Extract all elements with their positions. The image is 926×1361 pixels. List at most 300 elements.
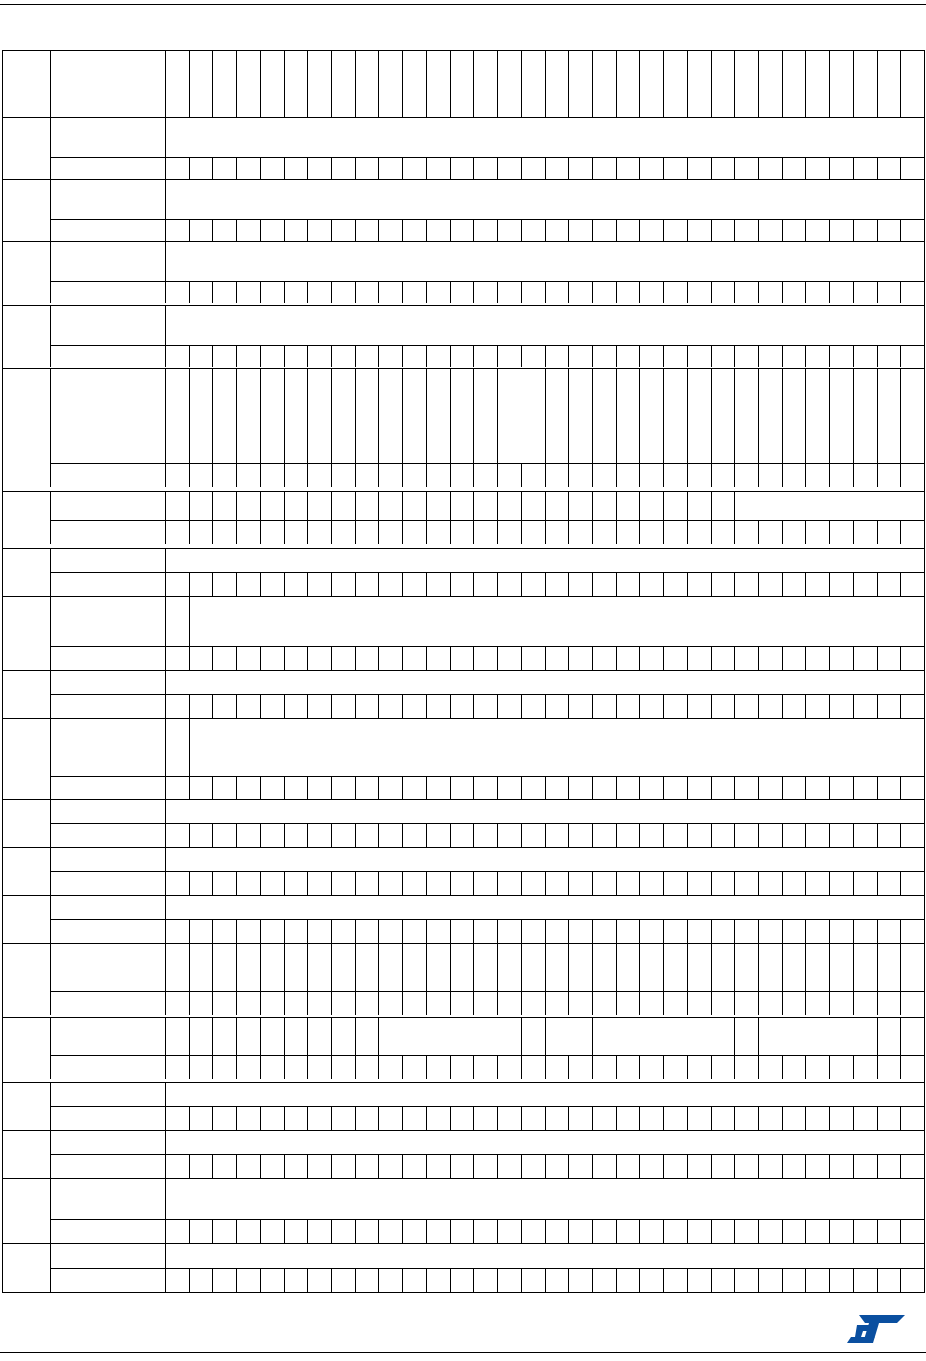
register-field-cell: [545, 1017, 592, 1055]
reset-bit-cell: [545, 1055, 569, 1079]
reset-bit-cell: [450, 1154, 474, 1178]
reset-bit-cell: [260, 219, 284, 241]
reset-bit-cell: [616, 345, 640, 367]
reset-bit-cell: [307, 1154, 331, 1178]
register-field-cell: [189, 596, 924, 646]
reset-bit-cell: [378, 157, 402, 179]
header-offset-cell: [2, 50, 50, 117]
reset-bit-cell: [877, 1106, 901, 1130]
reset-bit-cell: [687, 1055, 711, 1079]
header-bit-cell: [331, 50, 355, 117]
reset-value-label-cell: [50, 1219, 165, 1243]
reset-bit-cell: [212, 1106, 236, 1130]
reset-bit-cell: [236, 1154, 260, 1178]
reset-bit-cell: [687, 776, 711, 800]
reset-bit-cell: [616, 1268, 640, 1292]
reset-bit-cell: [402, 219, 426, 241]
reset-bit-cell: [687, 219, 711, 241]
reset-bit-cell: [568, 520, 592, 544]
reset-bit-cell: [497, 871, 521, 895]
reset-bit-cell: [236, 871, 260, 895]
reset-bit-cell: [711, 520, 735, 544]
reset-bit-cell: [663, 1154, 687, 1178]
reset-bit-cell: [734, 157, 758, 179]
reset-bit-cell: [734, 281, 758, 303]
reset-bit-cell: [734, 991, 758, 1015]
reset-bit-cell: [900, 776, 924, 800]
reset-value-label-cell: [50, 1268, 165, 1292]
reset-bit-cell: [853, 345, 877, 367]
reset-bit-cell: [687, 694, 711, 718]
reset-bit-cell: [307, 219, 331, 241]
register-field-cell: [639, 368, 663, 463]
register-field-cell: [212, 943, 236, 991]
header-bit-cell: [829, 50, 853, 117]
reset-bit-cell: [663, 776, 687, 800]
reset-bit-cell: [545, 694, 569, 718]
reset-bit-cell: [402, 1154, 426, 1178]
register-field-cell: [284, 943, 308, 991]
register-name-cell: [50, 1243, 165, 1268]
reset-bit-cell: [900, 1106, 924, 1130]
register-field-cell: [521, 1017, 545, 1055]
reset-bit-cell: [355, 345, 379, 367]
reset-bit-cell: [877, 871, 901, 895]
reset-bit-cell: [568, 991, 592, 1015]
reset-bit-cell: [260, 694, 284, 718]
reset-bit-cell: [236, 919, 260, 943]
reset-bit-cell: [805, 991, 829, 1015]
register-name-cell: [50, 1017, 165, 1055]
register-offset-cell: [2, 670, 50, 718]
register-name-cell: [50, 305, 165, 345]
reset-bit-cell: [212, 345, 236, 367]
reset-bit-cell: [165, 1055, 189, 1079]
reset-bit-cell: [900, 991, 924, 1015]
register-field-cell: [497, 368, 544, 463]
reset-bit-cell: [711, 694, 735, 718]
register-field-cell: [307, 368, 331, 463]
reset-bit-cell: [450, 646, 474, 670]
reset-bit-cell: [734, 1268, 758, 1292]
reset-bit-cell: [616, 776, 640, 800]
register-field-cell: [260, 1017, 284, 1055]
reset-bit-cell: [616, 694, 640, 718]
reset-bit-cell: [331, 871, 355, 895]
reset-bit-cell: [853, 776, 877, 800]
reset-bit-cell: [663, 646, 687, 670]
reset-bit-cell: [355, 871, 379, 895]
reset-bit-cell: [473, 1268, 497, 1292]
reset-bit-cell: [592, 1219, 616, 1243]
reset-bit-cell: [426, 281, 450, 303]
register-field-cell: [592, 368, 616, 463]
reset-bit-cell: [782, 219, 806, 241]
reset-bit-cell: [473, 991, 497, 1015]
register-field-cell: [545, 368, 569, 463]
reset-bit-cell: [355, 991, 379, 1015]
register-field-cell: [853, 368, 877, 463]
reset-bit-cell: [212, 219, 236, 241]
reset-bit-cell: [236, 991, 260, 1015]
reset-bit-cell: [568, 1055, 592, 1079]
reset-bit-cell: [758, 1219, 782, 1243]
reset-bit-cell: [189, 281, 213, 303]
reset-bit-cell: [877, 157, 901, 179]
reset-bit-cell: [497, 1268, 521, 1292]
reset-bit-cell: [758, 463, 782, 487]
register-field-cell: [545, 491, 569, 520]
reset-bit-cell: [616, 871, 640, 895]
st-logo: [845, 1311, 907, 1347]
reset-bit-cell: [568, 823, 592, 847]
reset-value-label-cell: [50, 281, 165, 303]
reset-bit-cell: [521, 520, 545, 544]
register-field-cell: [877, 1017, 901, 1055]
reset-bit-cell: [592, 345, 616, 367]
reset-bit-cell: [877, 1154, 901, 1178]
reset-bit-cell: [616, 646, 640, 670]
reset-bit-cell: [236, 572, 260, 596]
register-field-cell: [521, 491, 545, 520]
register-field-cell: [189, 368, 213, 463]
register-field-cell: [189, 491, 213, 520]
reset-bit-cell: [711, 1154, 735, 1178]
reset-bit-cell: [592, 281, 616, 303]
register-field-cell: [165, 491, 189, 520]
header-bit-cell: [687, 50, 711, 117]
reset-bit-cell: [853, 1268, 877, 1292]
reset-bit-cell: [568, 646, 592, 670]
reset-bit-cell: [473, 1219, 497, 1243]
reset-bit-cell: [497, 776, 521, 800]
register-field-cell: [663, 368, 687, 463]
register-name-cell: [50, 117, 165, 157]
reset-bit-cell: [331, 1154, 355, 1178]
reset-bit-cell: [402, 520, 426, 544]
register-offset-cell: [2, 1178, 50, 1243]
reset-bit-cell: [639, 219, 663, 241]
reset-bit-cell: [450, 345, 474, 367]
reset-bit-cell: [758, 646, 782, 670]
reset-bit-cell: [165, 823, 189, 847]
reset-bit-cell: [473, 1106, 497, 1130]
reset-bit-cell: [378, 1154, 402, 1178]
reset-bit-cell: [711, 1268, 735, 1292]
reset-bit-cell: [165, 919, 189, 943]
register-field-cell: [829, 943, 853, 991]
reset-bit-cell: [545, 1154, 569, 1178]
register-field-cell: [592, 943, 616, 991]
reset-bit-cell: [521, 871, 545, 895]
reset-bit-cell: [758, 991, 782, 1015]
reset-bit-cell: [402, 823, 426, 847]
register-field-cell: [426, 943, 450, 991]
reset-bit-cell: [189, 1268, 213, 1292]
reset-bit-cell: [782, 823, 806, 847]
register-offset-cell: [2, 1017, 50, 1079]
header-bit-cell: [402, 50, 426, 117]
reset-bit-cell: [687, 157, 711, 179]
reset-bit-cell: [521, 694, 545, 718]
reset-bit-cell: [450, 991, 474, 1015]
reset-bit-cell: [355, 823, 379, 847]
reset-bit-cell: [355, 572, 379, 596]
reset-bit-cell: [331, 646, 355, 670]
reset-bit-cell: [687, 919, 711, 943]
register-offset-cell: [2, 1243, 50, 1292]
register-field-cell: [378, 943, 402, 991]
reset-bit-cell: [616, 281, 640, 303]
reset-bit-cell: [782, 646, 806, 670]
register-field-cell: [165, 1178, 924, 1219]
reset-bit-cell: [426, 991, 450, 1015]
reset-bit-cell: [877, 463, 901, 487]
register-field-cell: [284, 1017, 308, 1055]
reset-bit-cell: [877, 1055, 901, 1079]
reset-bit-cell: [758, 345, 782, 367]
register-field-cell: [687, 491, 711, 520]
reset-bit-cell: [473, 463, 497, 487]
reset-bit-cell: [260, 1106, 284, 1130]
reset-bit-cell: [545, 776, 569, 800]
register-name-cell: [50, 799, 165, 823]
register-field-cell: [711, 491, 735, 520]
reset-bit-cell: [331, 1055, 355, 1079]
reset-bit-cell: [829, 520, 853, 544]
register-name-cell: [50, 943, 165, 991]
register-field-cell: [687, 943, 711, 991]
reset-bit-cell: [521, 823, 545, 847]
reset-bit-cell: [711, 919, 735, 943]
reset-bit-cell: [734, 919, 758, 943]
reset-bit-cell: [663, 345, 687, 367]
register-field-cell: [236, 943, 260, 991]
reset-bit-cell: [639, 1154, 663, 1178]
reset-bit-cell: [307, 991, 331, 1015]
reset-bit-cell: [521, 219, 545, 241]
reset-bit-cell: [734, 1106, 758, 1130]
reset-bit-cell: [355, 281, 379, 303]
register-field-cell: [165, 117, 924, 157]
reset-bit-cell: [663, 157, 687, 179]
reset-bit-cell: [758, 1106, 782, 1130]
reset-bit-cell: [450, 823, 474, 847]
reset-bit-cell: [260, 463, 284, 487]
reset-bit-cell: [877, 572, 901, 596]
reset-bit-cell: [284, 157, 308, 179]
reset-bit-cell: [473, 776, 497, 800]
reset-bit-cell: [426, 157, 450, 179]
header-bit-cell: [734, 50, 758, 117]
reset-bit-cell: [307, 776, 331, 800]
reset-bit-cell: [236, 694, 260, 718]
reset-bit-cell: [189, 646, 213, 670]
register-offset-cell: [2, 241, 50, 303]
reset-bit-cell: [877, 1219, 901, 1243]
reset-bit-cell: [782, 157, 806, 179]
header-bit-cell: [165, 50, 189, 117]
reset-bit-cell: [829, 919, 853, 943]
reset-bit-cell: [616, 823, 640, 847]
register-field-cell: [758, 943, 782, 991]
reset-bit-cell: [355, 919, 379, 943]
reset-bit-cell: [782, 520, 806, 544]
reset-bit-cell: [663, 463, 687, 487]
register-field-cell: [734, 943, 758, 991]
reset-bit-cell: [711, 1106, 735, 1130]
register-field-cell: [639, 491, 663, 520]
reset-bit-cell: [402, 463, 426, 487]
reset-bit-cell: [639, 345, 663, 367]
reset-bit-cell: [236, 520, 260, 544]
reset-bit-cell: [450, 572, 474, 596]
reset-bit-cell: [900, 694, 924, 718]
reset-bit-cell: [829, 1154, 853, 1178]
register-field-cell: [900, 943, 924, 991]
register-field-cell: [473, 943, 497, 991]
reset-bit-cell: [568, 776, 592, 800]
reset-bit-cell: [236, 1219, 260, 1243]
reset-bit-cell: [378, 520, 402, 544]
reset-bit-cell: [900, 1154, 924, 1178]
reset-bit-cell: [545, 520, 569, 544]
reset-bit-cell: [189, 823, 213, 847]
reset-bit-cell: [853, 520, 877, 544]
reset-bit-cell: [497, 1154, 521, 1178]
reset-bit-cell: [734, 694, 758, 718]
reset-bit-cell: [497, 463, 521, 487]
reset-bit-cell: [805, 694, 829, 718]
reset-bit-cell: [236, 1268, 260, 1292]
reset-bit-cell: [782, 1055, 806, 1079]
header-bit-cell: [877, 50, 901, 117]
reset-bit-cell: [450, 871, 474, 895]
reset-bit-cell: [592, 646, 616, 670]
reset-bit-cell: [639, 1106, 663, 1130]
reset-bit-cell: [212, 1055, 236, 1079]
reset-bit-cell: [260, 823, 284, 847]
register-offset-cell: [2, 117, 50, 179]
register-field-cell: [734, 491, 924, 520]
register-field-cell: [212, 368, 236, 463]
reset-bit-cell: [639, 1268, 663, 1292]
reset-bit-cell: [260, 281, 284, 303]
register-field-cell: [568, 943, 592, 991]
reset-bit-cell: [450, 1106, 474, 1130]
reset-bit-cell: [307, 823, 331, 847]
reset-bit-cell: [236, 345, 260, 367]
header-bit-cell: [450, 50, 474, 117]
reset-bit-cell: [189, 219, 213, 241]
register-field-cell: [402, 943, 426, 991]
reset-bit-cell: [734, 776, 758, 800]
reset-bit-cell: [663, 823, 687, 847]
reset-bit-cell: [307, 1268, 331, 1292]
reset-bit-cell: [877, 1268, 901, 1292]
register-field-cell: [284, 368, 308, 463]
register-name-cell: [50, 1082, 165, 1106]
reset-value-label-cell: [50, 823, 165, 847]
reset-bit-cell: [473, 646, 497, 670]
reset-bit-cell: [402, 871, 426, 895]
reset-bit-cell: [473, 281, 497, 303]
reset-bit-cell: [877, 919, 901, 943]
reset-bit-cell: [758, 776, 782, 800]
reset-bit-cell: [378, 871, 402, 895]
header-bit-cell: [853, 50, 877, 117]
register-field-cell: [331, 368, 355, 463]
register-field-cell: [568, 491, 592, 520]
header-bit-cell: [260, 50, 284, 117]
header-bit-cell: [236, 50, 260, 117]
reset-bit-cell: [853, 1106, 877, 1130]
reset-value-label-cell: [50, 345, 165, 367]
register-name-cell: [50, 179, 165, 219]
reset-bit-cell: [829, 991, 853, 1015]
reset-bit-cell: [331, 776, 355, 800]
reset-bit-cell: [521, 1106, 545, 1130]
register-name-cell: [50, 847, 165, 871]
reset-bit-cell: [592, 694, 616, 718]
reset-bit-cell: [307, 281, 331, 303]
reset-bit-cell: [284, 1106, 308, 1130]
register-field-cell: [900, 1017, 924, 1055]
reset-bit-cell: [877, 345, 901, 367]
reset-bit-cell: [284, 991, 308, 1015]
reset-bit-cell: [497, 520, 521, 544]
reset-bit-cell: [473, 572, 497, 596]
register-field-cell: [284, 491, 308, 520]
reset-bit-cell: [782, 463, 806, 487]
reset-bit-cell: [711, 219, 735, 241]
reset-bit-cell: [284, 1268, 308, 1292]
reset-bit-cell: [639, 463, 663, 487]
reset-bit-cell: [165, 1106, 189, 1130]
header-bit-cell: [545, 50, 569, 117]
reset-bit-cell: [805, 520, 829, 544]
header-bit-cell: [521, 50, 545, 117]
reset-bit-cell: [829, 1268, 853, 1292]
reset-bit-cell: [568, 919, 592, 943]
reset-bit-cell: [402, 1219, 426, 1243]
register-field-cell: [758, 1017, 877, 1055]
reset-bit-cell: [545, 991, 569, 1015]
reset-bit-cell: [450, 520, 474, 544]
register-field-cell: [165, 241, 924, 281]
reset-bit-cell: [900, 281, 924, 303]
reset-bit-cell: [212, 776, 236, 800]
register-field-cell: [165, 548, 924, 572]
reset-bit-cell: [592, 1154, 616, 1178]
reset-bit-cell: [165, 1268, 189, 1292]
reset-bit-cell: [592, 919, 616, 943]
register-name-cell: [50, 548, 165, 572]
reset-bit-cell: [378, 572, 402, 596]
reset-bit-cell: [805, 281, 829, 303]
register-field-cell: [877, 943, 901, 991]
reset-bit-cell: [734, 823, 758, 847]
reset-bit-cell: [212, 871, 236, 895]
reset-bit-cell: [212, 646, 236, 670]
reset-bit-cell: [331, 919, 355, 943]
reset-bit-cell: [236, 281, 260, 303]
reset-bit-cell: [521, 345, 545, 367]
reset-bit-cell: [189, 871, 213, 895]
register-field-cell: [236, 491, 260, 520]
reset-bit-cell: [402, 1055, 426, 1079]
reset-bit-cell: [853, 871, 877, 895]
